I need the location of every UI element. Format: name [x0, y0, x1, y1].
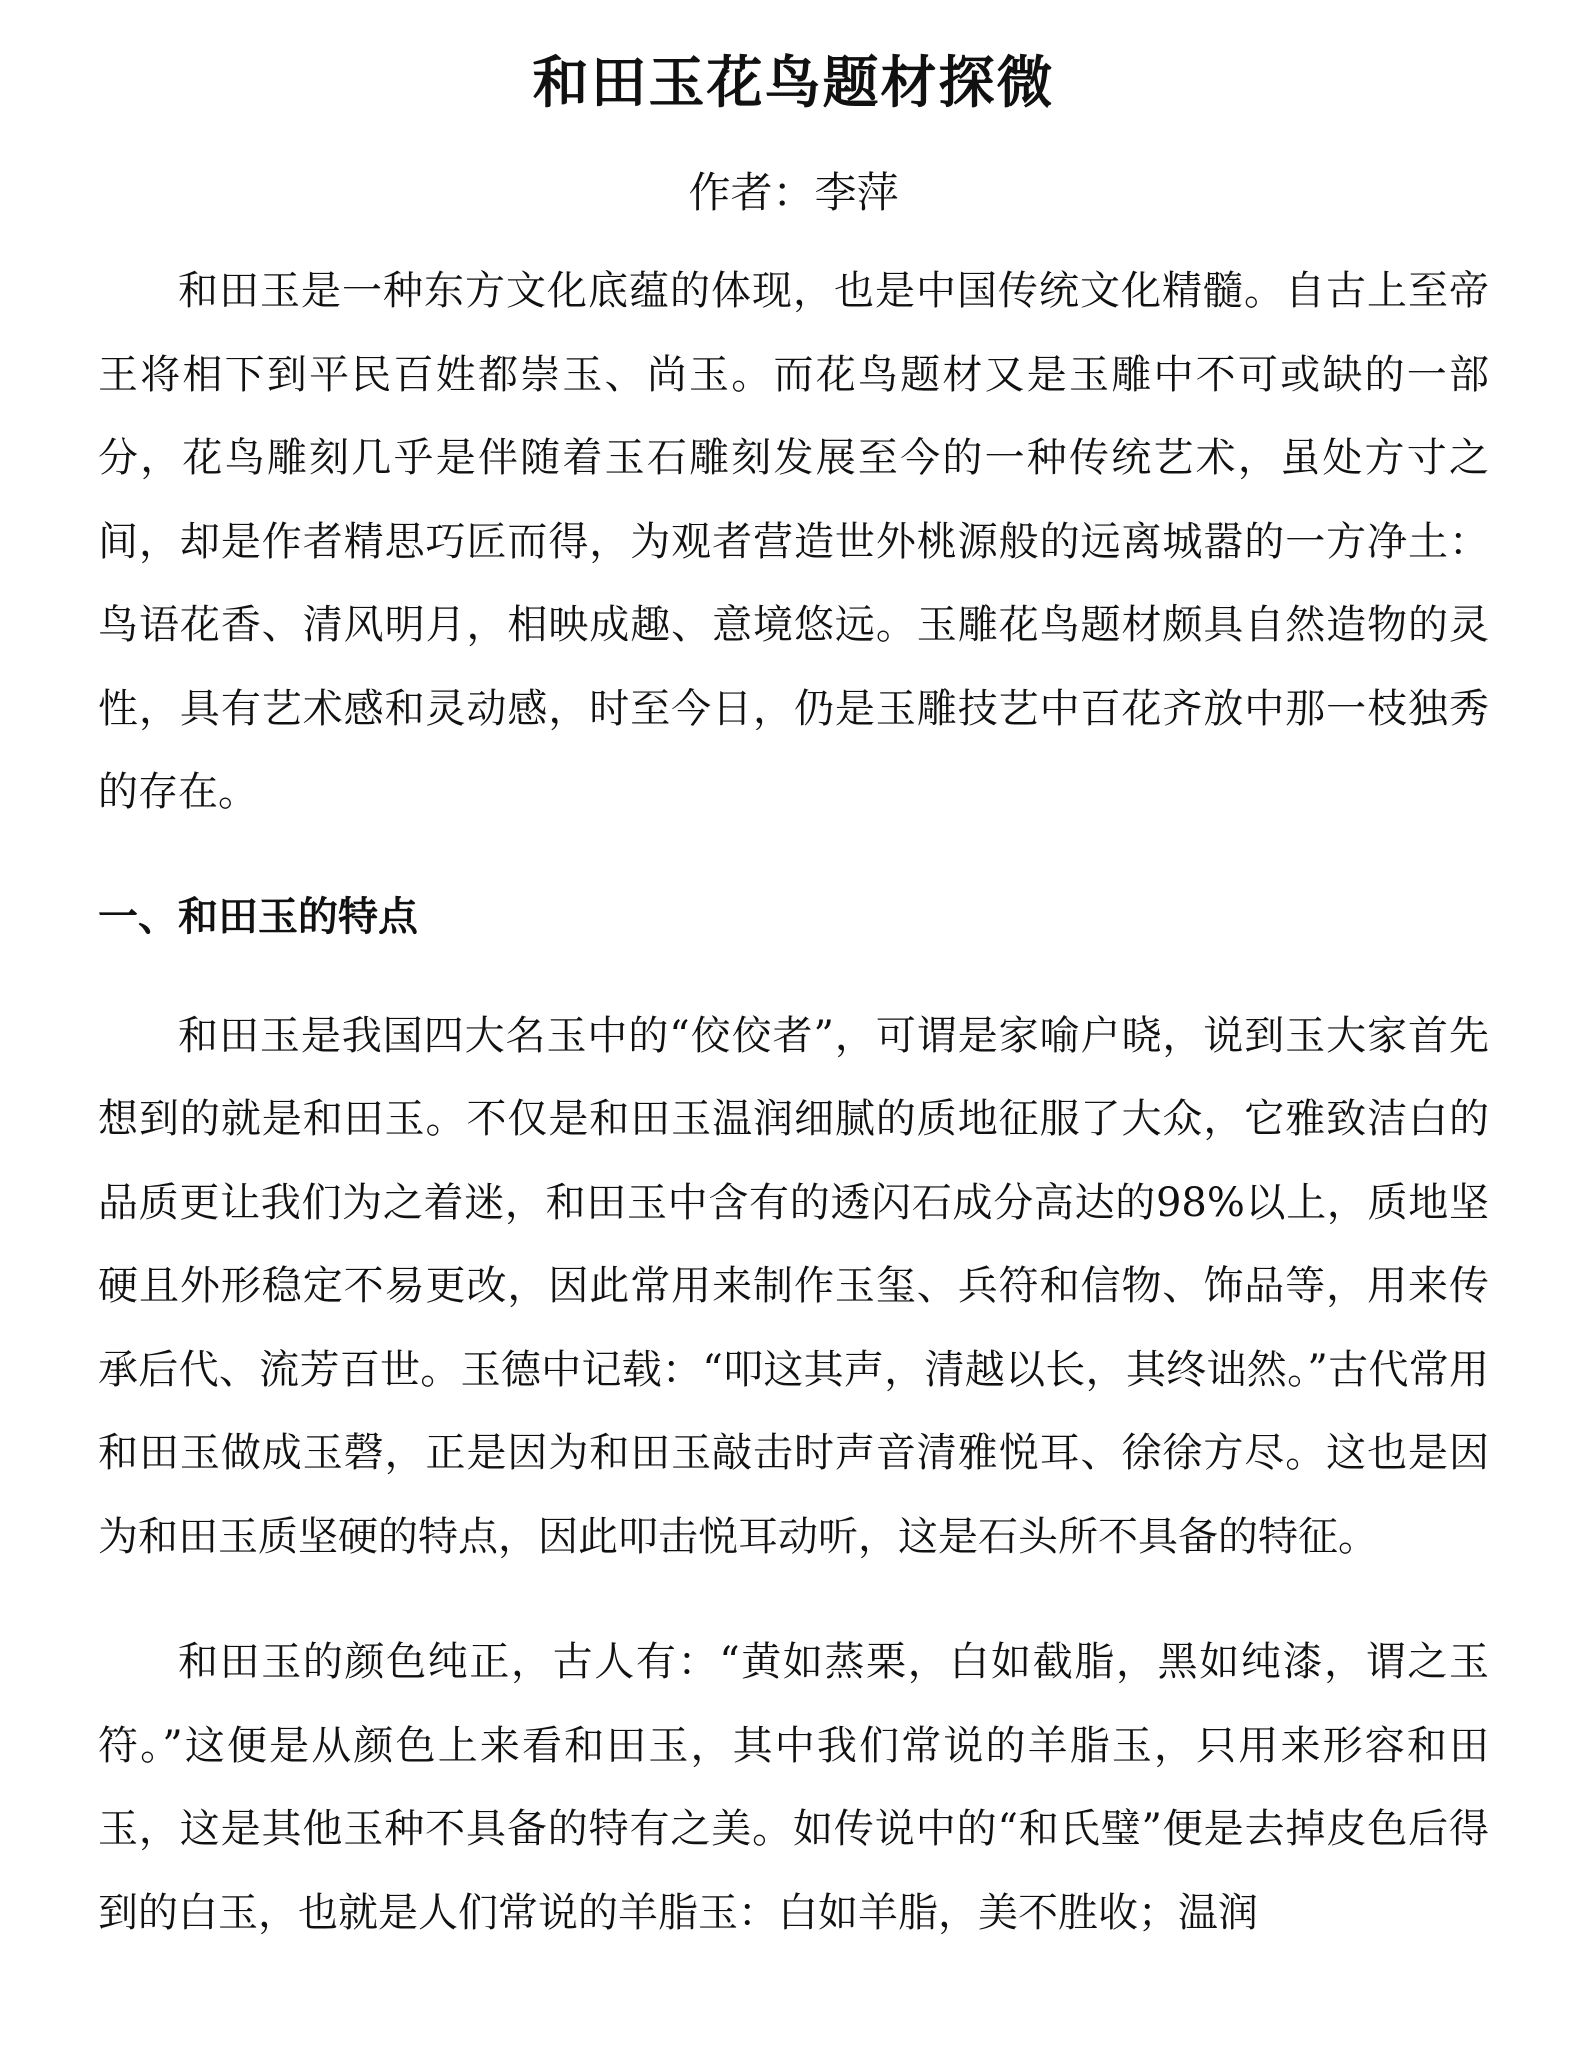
- section-paragraph-1: 和田玉是我国四大名玉中的“佼佼者”，可谓是家喻户晓，说到玉大家首先想到的就是和田玉。不仅是和田玉温润细腻的质地征服了大众，它雅致洁白的品质更让我们为之着迷，和田玉中含有的透闪石成分高达的98%以上，质地坚硬且外形稳定不易更改，因此常用来制作玉玺、兵符和信物、饰品等，用来传承后代、流芳百世。玉德中记载：“叩这其声，清越以长，其终诎然。”古代常用和田玉做成玉磬，正是因为和田玉敲击时声音清雅悦耳、徐徐方尽。这也是因为和田玉质坚硬的特点，因此叩击悦耳动听，这是石头所不具备的特征。: [98, 1012, 1489, 1560]
- intro-paragraph: 和田玉是一种东方文化底蕴的体现，也是中国传统文化精髓。自古上至帝王将相下到平民百姓都崇玉、尚玉。而花鸟题材又是玉雕中不可或缺的一部分，花鸟雕刻几乎是伴随着玉石雕刻发展至今的一种传统艺术，虽处方寸之间，却是作者精思巧匠而得，为观者营造世外桃源般的远离城嚣的一方净土：鸟语花香、清风明月，相映成趣、意境悠远。玉雕花鸟题材颇具自然造物的灵性，具有艺术感和灵动感，时至今日，仍是玉雕技艺中百花齐放中那一枝独秀的存在。: [98, 268, 1489, 815]
- author-line: 作者：李萍: [688, 168, 899, 217]
- document-title: 和田玉花鸟题材探微: [532, 50, 1055, 116]
- section-paragraph-2: 和田玉的颜色纯正，古人有：“黄如蒸栗，白如截脂，黑如纯漆，谓之玉符。”这便是从颜色上来看和田玉，其中我们常说的羊脂玉，只用来形容和田玉，这是其他玉种不具备的特有之美。如传说中的“和氏璧”便是去掉皮色后得到的白玉，也就是人们常说的羊脂玉：白如羊脂，美不胜收；温润: [98, 1639, 1489, 1936]
- section-heading: 一、和田玉的特点: [98, 892, 418, 940]
- document-page: [98, 0, 1489, 1955]
